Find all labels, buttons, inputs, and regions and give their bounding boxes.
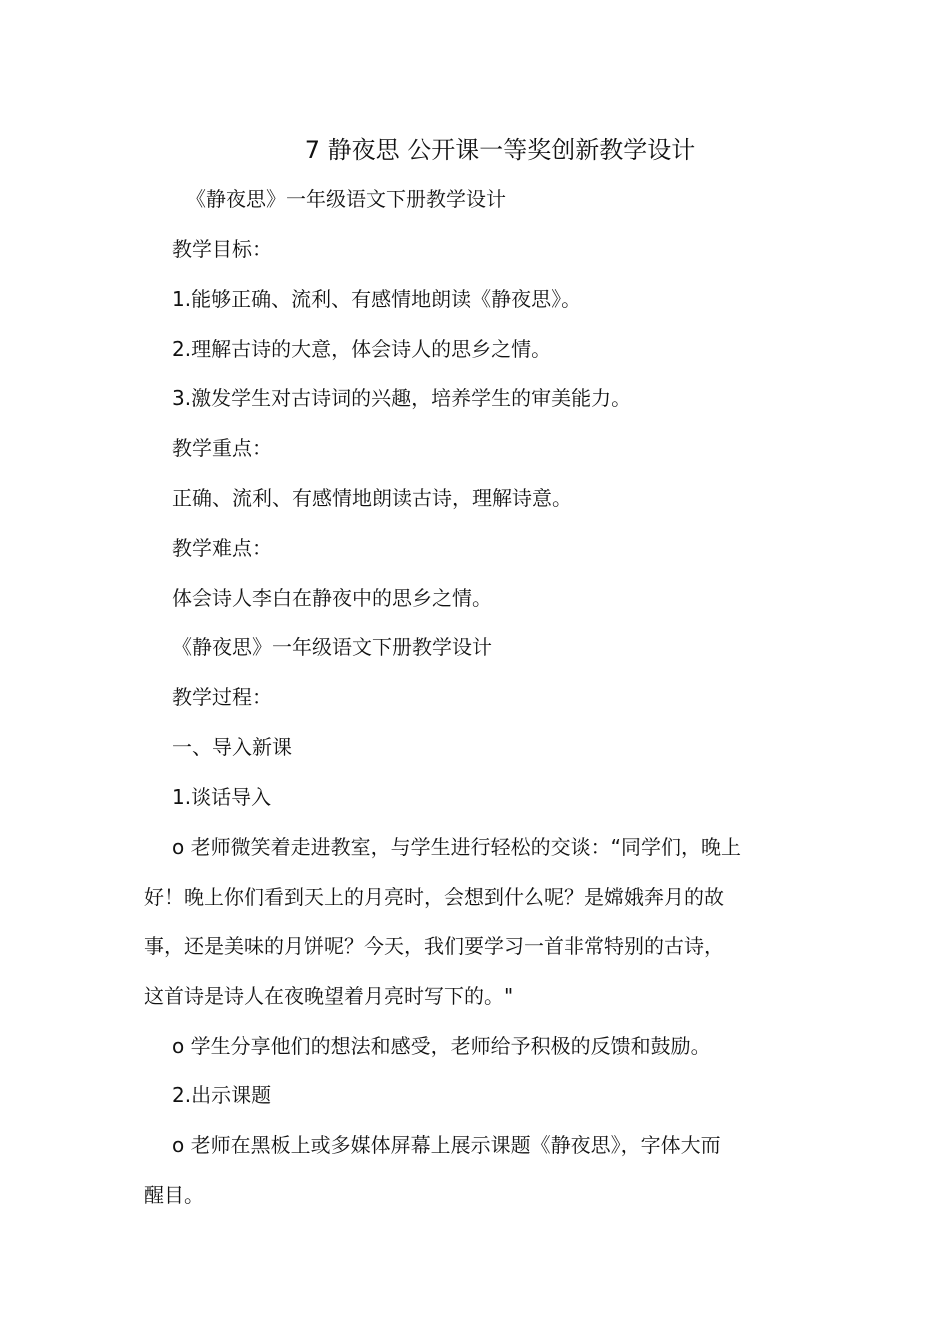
- section-heading-key-points: 教学重点：: [172, 436, 272, 460]
- process-sub-heading-1: 1.谈话导入: [172, 785, 272, 809]
- section-heading-objectives: 教学目标：: [172, 237, 272, 261]
- section-heading-process: 教学过程：: [172, 685, 272, 709]
- paragraph-line: 好！晚上你们看到天上的月亮时，会想到什么呢？是嫦娥奔月的故: [144, 885, 724, 909]
- difficulties-text: 体会诗人李白在静夜中的思乡之情。: [172, 586, 492, 610]
- process-step-heading: 一、导入新课: [172, 735, 292, 759]
- paragraph-line: o 老师在黑板上或多媒体屏幕上展示课题《静夜思》，字体大而: [172, 1133, 721, 1157]
- paragraph-line: o 老师微笑着走进教室，与学生进行轻松的交谈：“同学们，晚上: [172, 835, 741, 859]
- document-title: 7 静夜思 公开课一等奖创新教学设计: [304, 136, 696, 164]
- paragraph-line: 这首诗是诗人在夜晚望着月亮时写下的。": [144, 984, 514, 1008]
- objective-item-1: 1.能够正确、流利、有感情地朗读《静夜思》。: [172, 287, 582, 311]
- section-heading-difficulties: 教学难点：: [172, 536, 272, 560]
- paragraph-line: 醒目。: [144, 1183, 204, 1207]
- objective-item-2: 2.理解古诗的大意，体会诗人的思乡之情。: [172, 337, 552, 361]
- process-sub-heading-2: 2.出示课题: [172, 1083, 272, 1107]
- objective-item-3: 3.激发学生对古诗词的兴趣，培养学生的审美能力。: [172, 386, 632, 410]
- subtitle-line-repeat: 《静夜思》一年级语文下册教学设计: [172, 635, 492, 659]
- paragraph-line: 事，还是美味的月饼呢？今天，我们要学习一首非常特别的古诗，: [144, 934, 724, 958]
- key-points-text: 正确、流利、有感情地朗读古诗，理解诗意。: [172, 486, 572, 510]
- paragraph-line: o 学生分享他们的想法和感受，老师给予积极的反馈和鼓励。: [172, 1034, 711, 1058]
- subtitle-line: 《静夜思》一年级语文下册教学设计: [186, 187, 506, 211]
